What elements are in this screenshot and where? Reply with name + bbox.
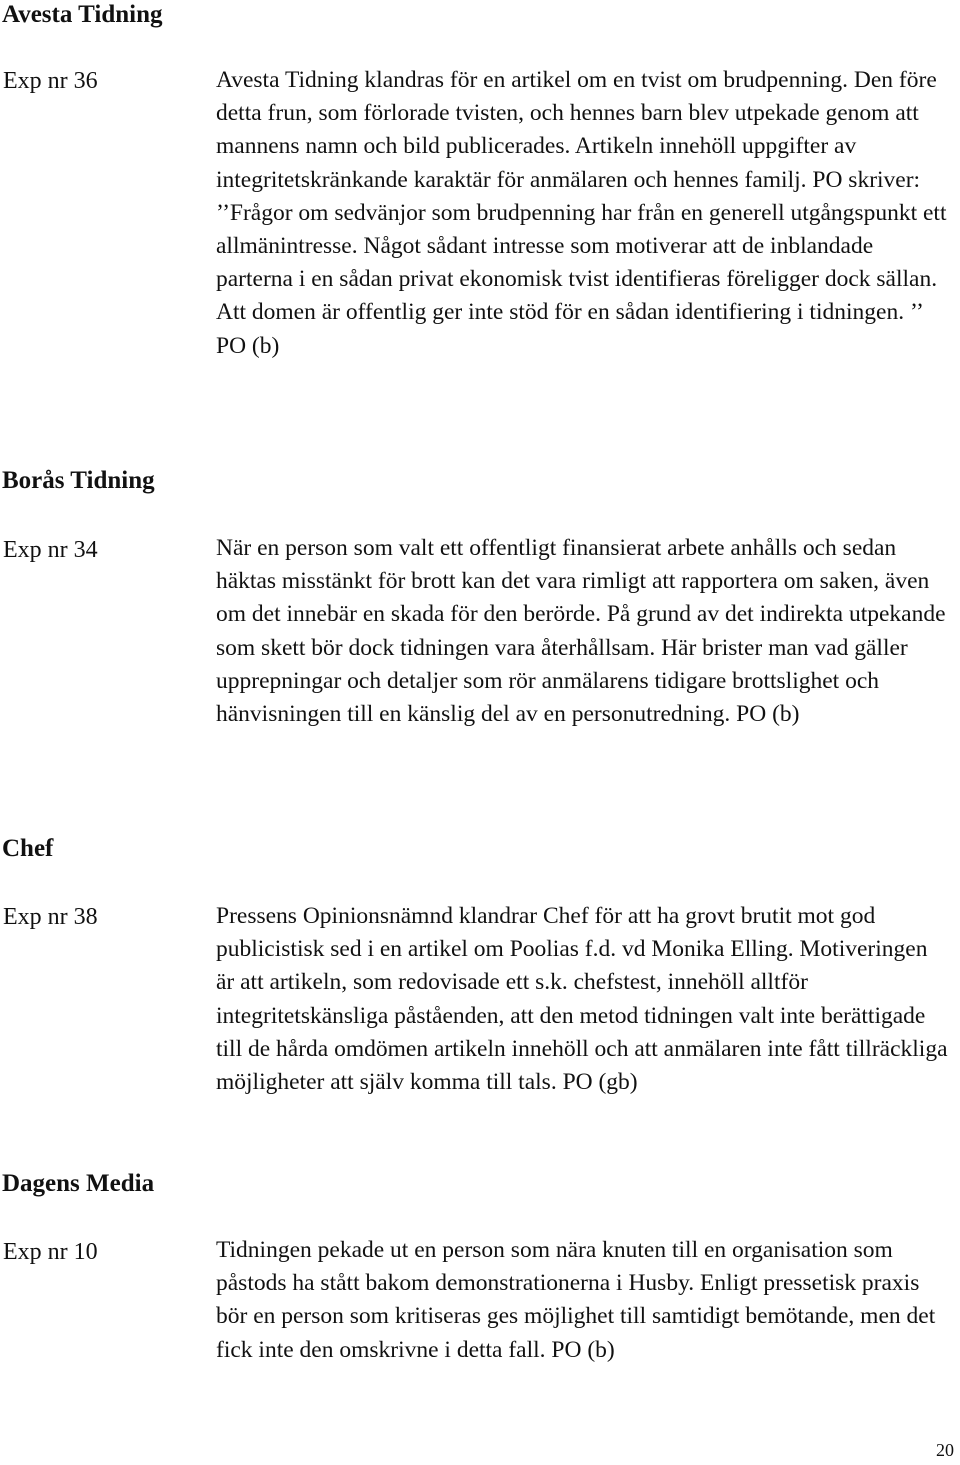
section-heading-chef: Chef xyxy=(2,835,54,862)
case-summary: Tidningen pekade ut en person som nära knuten till en organisation som påstods ha stått bakom demonstrationerna i Husby. Enligt pressetisk praxis bör en person som kritiseras ges möjlighet till samtidigt bemötande, men det fick inte den omskrivne i detta fall. PO (b) xyxy=(216,1237,936,1363)
case-summary: Avesta Tidning klandras för en artikel om en tvist om brudpenning. Den före detta frun, som förlorade tvisten, och hennes barn blev utpekade genom att mannens namn och bild publicerades. Artikeln innehöll uppgifter av integritetskränkande karaktär för anmälaren och hennes familj. PO skriver: ’’Frågor om sedvänjor som brudpenning har från en generell utgångspunkt ett allmänintresse. Något sådant intresse som motiverar att de inblandade parterna i en sådan privat ekonomisk tvist identifieras föreligger dock sällan. Att domen är offentlig ger inte stöd för en sådan identifiering i tidningen. ’’ PO (b) xyxy=(216,67,947,359)
case-number: Exp nr 10 xyxy=(3,1239,98,1265)
section-heading-dagens-media: Dagens Media xyxy=(2,1170,155,1197)
page-number: 20 xyxy=(936,1440,954,1460)
case-number: Exp nr 36 xyxy=(3,68,98,94)
case-number: Exp nr 38 xyxy=(3,904,98,930)
section-heading-avesta-tidning: Avesta Tidning xyxy=(2,1,163,28)
case-summary: När en person som valt ett offentligt finansierat arbete anhålls och sedan häktas misstänkt för brott kan det vara rimligt att rapportera om saken, även om det innebär en skada för den berörde. På grund av det indirekta utpekande som skett bör dock tidningen vara återhållsam. Här brister man vad gäller upprepningar och detaljer som rör anmälarens tidigare brottslighet och hänvisningen till en känslig del av en personutredning. PO (b) xyxy=(216,535,946,728)
case-summary: Pressens Opinionsnämnd klandrar Chef för att ha grovt brutit mot god publicistisk sed i en artikel om Poolias f.d. vd Monika Elling. Motiveringen är att artikeln, som redovisade ett s.k. chefstest, innehöll alltför integritetskänsliga påståenden, att den metod tidningen valt inte berättigade till de hårda omdömen artikeln innehöll och att anmälaren inte fått tillräckliga möjligheter att själv komma till tals. PO (gb) xyxy=(216,903,948,1096)
section-heading-boras-tidning: Borås Tidning xyxy=(2,467,155,494)
case-number: Exp nr 34 xyxy=(3,537,98,563)
